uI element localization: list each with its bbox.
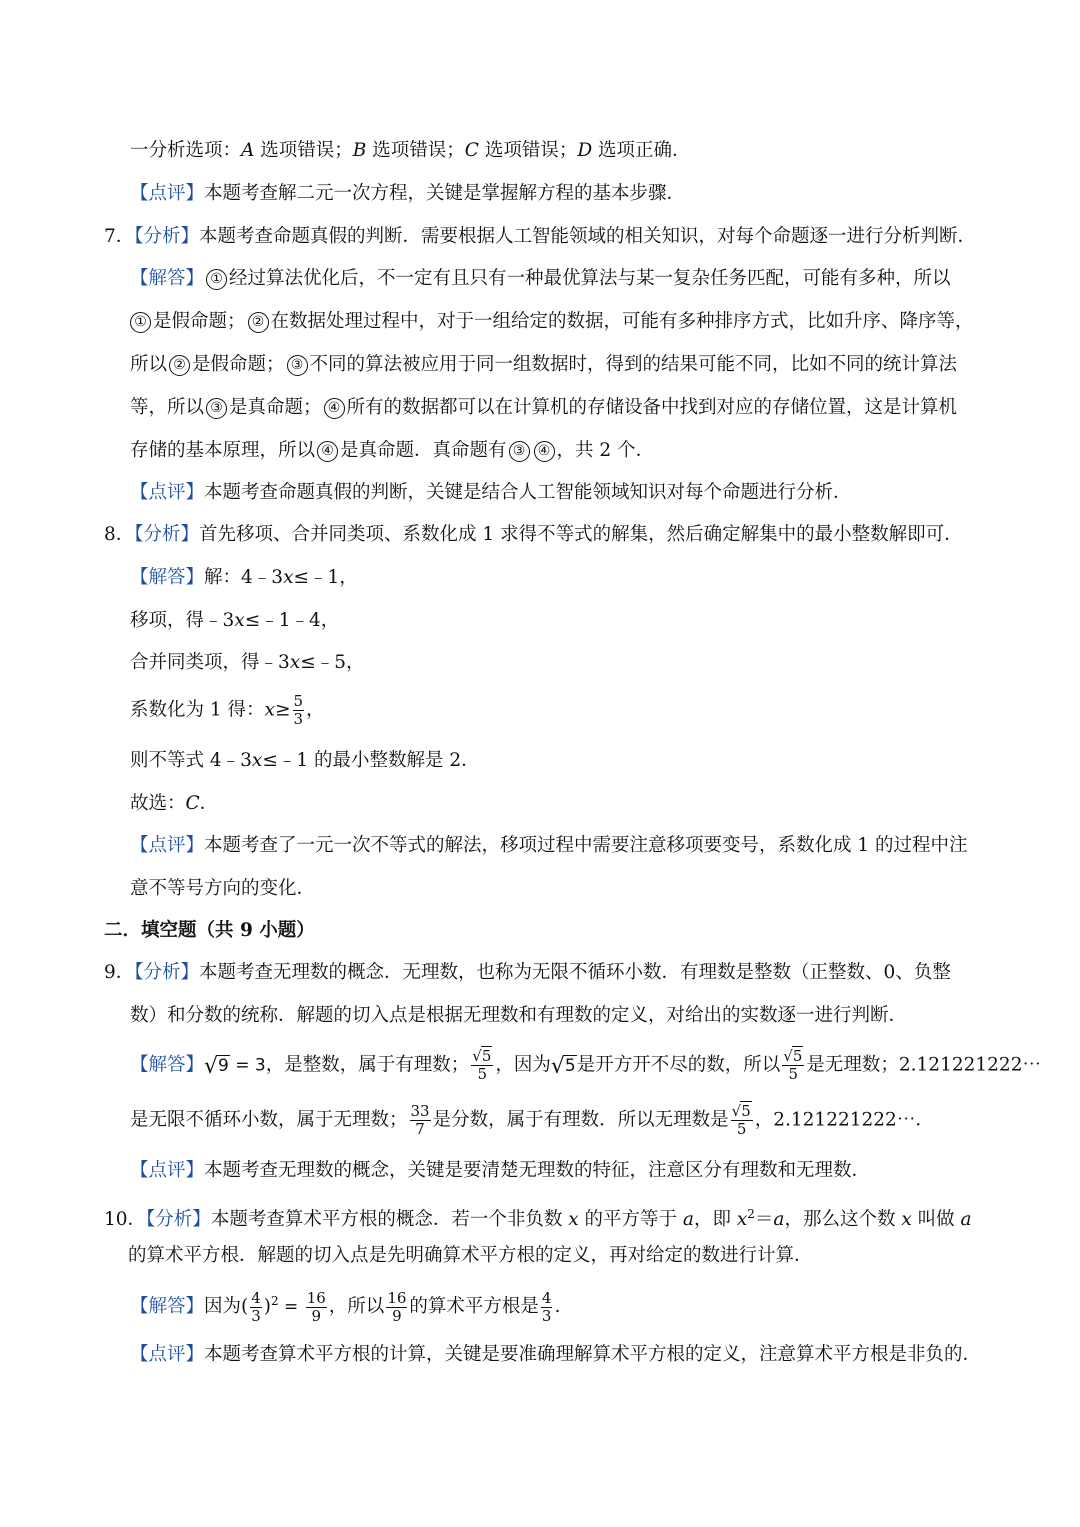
question-number: 8． bbox=[104, 524, 135, 545]
q7-answer-line-4: 等，所以 ③ 是真命题； ④ 所有的数据都可以在计算机的存储设备中找到对应的存储位置，这是计算机 bbox=[130, 397, 958, 418]
q8-answer-choice: 故选：C． bbox=[130, 793, 219, 814]
question-number: 7． bbox=[104, 226, 135, 247]
analysis-tag: 【分析】 bbox=[146, 1209, 211, 1231]
review-tag: 【点评】 bbox=[130, 835, 205, 856]
q9-analysis-line-2: 数）和分数的统称．解题的切入点是根据无理数和有理数的定义，对给出的实数逐一进行判断． bbox=[130, 1005, 908, 1026]
fraction: $\frac{5}{3}$ bbox=[293, 692, 304, 728]
fraction: $\frac{√5}{5}$ bbox=[783, 1047, 803, 1083]
fraction: $\frac{√5}{5}$ bbox=[731, 1102, 751, 1138]
analysis-tag: 【分析】 bbox=[134, 226, 200, 247]
q9-analysis-line-1: 9．【分析】本题考查无理数的概念．无理数，也称为无限不循环小数．有理数是整数（正整数、0、负整 bbox=[104, 962, 951, 983]
q10-review: 【点评】本题考查算术平方根的计算，关键是要准确理解算术平方根的定义，注意算术平方根是非负的． bbox=[130, 1344, 982, 1365]
q8-answer-step-2: 移项，得﹣3x≤﹣1﹣4， bbox=[130, 610, 340, 631]
answer-tag: 【解答】 bbox=[130, 268, 205, 289]
q9-review: 【点评】本题考查无理数的概念，关键是要清楚无理数的特征，注意区分有理数和无理数． bbox=[130, 1160, 871, 1181]
q10-answer: 【解答】因为( $\frac{4}{3}$ )$^2$ = $\frac{16}{9}$ ，所以 $\frac{16}{9}$ 的算术平方根是 $\frac{4}{3}$ . bbox=[130, 1288, 561, 1325]
analysis-tag: 【分析】 bbox=[134, 962, 200, 983]
q7-answer-line-3: 所以 ② 是假命题； ③ 不同的算法被应用于同一组数据时，得到的结果可能不同，比如不同的统计算法 bbox=[130, 354, 958, 375]
q8-review-line-2: 意不等号方向的变化． bbox=[130, 878, 316, 899]
answer-tag: 【解答】 bbox=[130, 1054, 205, 1076]
q8-review-line-1: 【点评】本题考查了一元一次不等式的解法，移项过程中需要注意移项要变号，系数化成 1 的过程中注 bbox=[130, 835, 968, 856]
q6-analysis-line: 一分析选项：A 选项错误；B 选项错误；C 选项错误；D 选项正确． bbox=[130, 140, 691, 161]
q6-review: 【点评】本题考查解二元一次方程，关键是掌握解方程的基本步骤． bbox=[130, 183, 686, 204]
fraction: $\frac{16}{9}$ bbox=[387, 1288, 407, 1325]
q7-answer-line-5: 存储的基本原理，所以 ④ 是真命题．真命题有 ③ ④ ，共 2 个． bbox=[130, 440, 655, 461]
q10-analysis-line-1: 10．【分析】本题考查算术平方根的概念．若一个非负数 x 的平方等于 a，即 $x^2=a$，那么这个数 x 叫做 a bbox=[104, 1207, 972, 1231]
q8-answer-step-5: 则不等式 4﹣3x≤﹣1 的最小整数解是 2． bbox=[130, 750, 480, 771]
fraction: $\frac{33}{7}$ bbox=[410, 1102, 430, 1138]
square-root: √5 bbox=[550, 1053, 576, 1079]
q7-analysis: 7．【分析】本题考查命题真假的判断．需要根据人工智能领域的相关知识，对每个命题逐一进行分析判断． bbox=[104, 226, 977, 247]
review-tag: 【点评】 bbox=[130, 183, 205, 204]
question-number: 9． bbox=[104, 962, 135, 983]
square-root: √9 bbox=[204, 1053, 229, 1079]
q8-answer-step-3: 合并同类项，得﹣3x≤﹣5， bbox=[130, 652, 365, 673]
answer-tag: 【解答】 bbox=[130, 1296, 205, 1318]
q10-analysis-line-2: 的算术平方根．解题的切入点是先明确算术平方根的定义，再对给定的数进行计算． bbox=[128, 1245, 813, 1266]
q8-answer-step-4: 系数化为 1 得：x≥ $\frac{5}{3}$ ， bbox=[130, 692, 325, 728]
fraction: $\frac{√5}{5}$ bbox=[472, 1047, 492, 1083]
circled-number: ① bbox=[206, 269, 227, 290]
answer-tag: 【解答】 bbox=[130, 567, 205, 588]
q7-review: 【点评】本题考查命题真假的判断，关键是结合人工智能领域知识对每个命题进行分析． bbox=[130, 482, 852, 503]
review-tag: 【点评】 bbox=[130, 1160, 205, 1181]
analysis-tag: 【分析】 bbox=[134, 524, 200, 545]
fraction: $\frac{4}{3}$ bbox=[251, 1288, 261, 1325]
review-tag: 【点评】 bbox=[130, 482, 205, 503]
question-number: 10． bbox=[104, 1209, 147, 1231]
q7-answer-line-2: ① 是假命题； ② 在数据处理过程中，对于一组给定的数据，可能有多种排序方式，比如升序、降序等， bbox=[128, 309, 974, 337]
q9-answer-line-1: 【解答】√9 = 3，是整数，属于有理数； $\frac{√5}{5}$ ，因为√5是开方开不尽的数，所以 $\frac{√5}{5}$ 是无理数；2.121221222⋯ bbox=[130, 1047, 1041, 1083]
q7-answer-line-1: 【解答】 ① 经过算法优化后，不一定有且只有一种最优算法与某一复杂任务匹配，可能有多种，所以 bbox=[130, 268, 951, 289]
section-heading: 二．填空题（共 9 小题） bbox=[104, 920, 315, 941]
fraction: $\frac{16}{9}$ bbox=[306, 1288, 326, 1325]
review-tag: 【点评】 bbox=[130, 1344, 205, 1365]
q8-answer-step-1: 【解答】解：4﹣3x≤﹣1， bbox=[130, 567, 358, 588]
q8-analysis: 8．【分析】首先移项、合并同类项、系数化成 1 求得不等式的解集，然后确定解集中的最小整数解即可． bbox=[104, 524, 963, 545]
q9-answer-line-2: 是无限不循环小数，属于无理数； $\frac{33}{7}$ 是分数，属于有理数．所以无理数是 $\frac{√5}{5}$ ，2.121221222⋯． bbox=[130, 1102, 934, 1138]
fraction: $\frac{4}{3}$ bbox=[541, 1288, 552, 1325]
